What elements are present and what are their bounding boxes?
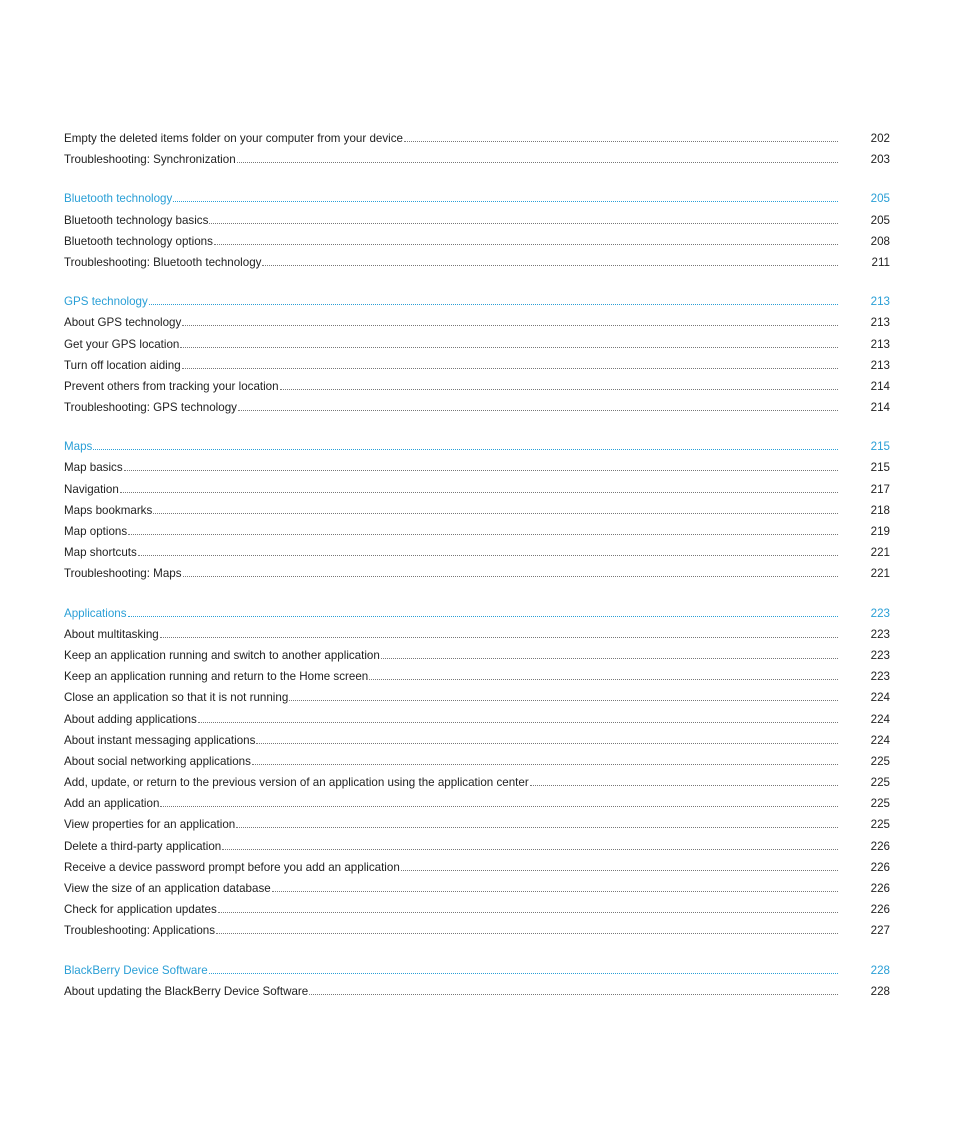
page-number: 205 — [870, 213, 890, 227]
toc-entry-add-an-application[interactable] — [64, 797, 890, 818]
entry-title: Check for application updates — [64, 903, 217, 917]
dot-leader — [128, 534, 838, 535]
dot-leader — [381, 658, 838, 659]
toc-entry-map-basics[interactable] — [64, 461, 890, 482]
page-number: 223 — [870, 670, 890, 684]
dot-leader — [237, 162, 838, 163]
dot-leader — [289, 700, 838, 701]
page-number: 211 — [871, 255, 890, 269]
toc-entry-troubleshooting-gps-technology[interactable] — [64, 401, 890, 422]
section-title: Maps — [64, 440, 93, 454]
dot-leader — [153, 513, 838, 514]
page-number: 223 — [870, 606, 890, 620]
toc-entry-view-the-size-of-an-application-database[interactable] — [64, 882, 890, 903]
page-number: 213 — [870, 358, 890, 372]
dot-leader — [198, 722, 838, 723]
page-number: 225 — [870, 776, 890, 790]
entry-title: Map shortcuts — [64, 546, 137, 560]
dot-leader — [214, 244, 838, 245]
toc-entry-about-gps-technology[interactable] — [64, 316, 890, 337]
entry-title: Prevent others from tracking your location — [64, 379, 279, 393]
toc-group — [64, 607, 890, 946]
page-number: 203 — [870, 153, 890, 167]
section-title: BlackBerry Device Software — [64, 963, 208, 977]
toc-entry-about-updating-the-blackberry-device-software[interactable] — [64, 985, 890, 1006]
toc-entry-about-instant-messaging-applications[interactable] — [64, 734, 890, 755]
dot-leader — [182, 368, 838, 369]
entry-title: Navigation — [64, 482, 119, 496]
entry-title: Troubleshooting: Bluetooth technology — [64, 255, 262, 269]
entry-title: Maps bookmarks — [64, 503, 153, 517]
page-number: 227 — [870, 924, 890, 938]
entry-title: Bluetooth technology basics — [64, 213, 209, 227]
page-number: 202 — [870, 132, 890, 145]
entry-title: Turn off location aiding — [64, 358, 181, 372]
dot-leader — [160, 637, 838, 638]
section-title: Bluetooth technology — [64, 192, 173, 206]
table-of-contents — [64, 132, 890, 1024]
dot-leader — [160, 806, 838, 807]
dot-leader — [120, 492, 838, 493]
entry-title: About instant messaging applications — [64, 733, 256, 747]
page-number: 228 — [870, 963, 890, 977]
page-number: 226 — [870, 839, 890, 853]
entry-title: Troubleshooting: Maps — [64, 567, 182, 581]
section-title: Applications — [64, 606, 127, 620]
entry-title: Keep an application running and return to the Home screen — [64, 670, 369, 684]
page-number: 224 — [870, 712, 890, 726]
page-number: 213 — [870, 337, 890, 351]
entry-title: Get your GPS location — [64, 337, 180, 351]
entry-title: Delete a third-party application — [64, 839, 222, 853]
page-number: 226 — [870, 882, 890, 895]
page-number: 217 — [870, 482, 890, 496]
dot-leader — [183, 576, 838, 577]
page-number: 213 — [870, 295, 890, 309]
dot-leader — [236, 827, 838, 828]
entry-title: Keep an application running and switch to another application — [64, 648, 380, 662]
toc-entry-prevent-others-from-tracking-your-location[interactable] — [64, 380, 890, 401]
page-number: 226 — [870, 903, 890, 917]
toc-section-heading-bluetooth-technology[interactable] — [64, 192, 890, 213]
dot-leader — [309, 994, 838, 995]
dot-leader — [262, 265, 838, 266]
entry-title: Troubleshooting: Applications — [64, 924, 216, 938]
toc-entry-keep-an-application-running-and-switch-to-another-application[interactable] — [64, 649, 890, 670]
page-number: 215 — [870, 440, 890, 454]
toc-entry-troubleshooting-synchronization[interactable] — [64, 153, 890, 174]
toc-entry-map-shortcuts[interactable] — [64, 546, 890, 567]
page-number: 224 — [870, 691, 890, 705]
page-number: 215 — [870, 461, 890, 475]
page-number: 218 — [870, 503, 890, 517]
toc-group — [64, 964, 890, 1006]
page-number: 226 — [870, 860, 890, 874]
toc-entry-close-an-application-so-that-it-is-not-running[interactable] — [64, 691, 890, 712]
entry-title: Map options — [64, 525, 128, 538]
page-number: 214 — [870, 401, 890, 415]
entry-title: About updating the BlackBerry Device Software — [64, 984, 309, 998]
toc-entry-empty-the-deleted-items-folder-on-your-computer-from-your-device[interactable] — [64, 132, 890, 153]
toc-section-heading-blackberry-device-software[interactable] — [64, 964, 890, 985]
dot-leader — [149, 304, 838, 305]
dot-leader — [182, 325, 838, 326]
page-number: 205 — [870, 192, 890, 206]
toc-entry-navigation[interactable] — [64, 483, 890, 504]
toc-section-heading-applications[interactable] — [64, 607, 890, 628]
page-number: 224 — [870, 733, 890, 747]
entry-title: About adding applications — [64, 712, 197, 726]
entry-title: Receive a device password prompt before you add an application — [64, 860, 400, 874]
dot-leader — [128, 616, 838, 617]
toc-entry-maps-bookmarks[interactable] — [64, 504, 890, 525]
toc-entry-about-multitasking[interactable] — [64, 628, 890, 649]
toc-entry-bluetooth-technology-options[interactable] — [64, 235, 890, 256]
toc-entry-get-your-gps-location[interactable] — [64, 338, 890, 359]
dot-leader — [238, 410, 838, 411]
dot-leader — [369, 679, 838, 680]
page-number: 225 — [870, 797, 890, 811]
page-number: 228 — [870, 984, 890, 998]
toc-entry-receive-a-device-password-prompt-before-you-add-an-application[interactable] — [64, 861, 890, 882]
entry-title: Add an application — [64, 797, 160, 811]
dot-leader — [530, 785, 838, 786]
page-number: 223 — [870, 627, 890, 641]
dot-leader — [280, 389, 838, 390]
page-number: 221 — [870, 546, 890, 560]
dot-leader — [124, 470, 838, 471]
toc-entry-about-adding-applications[interactable] — [64, 713, 890, 734]
entry-title: Close an application so that it is not running — [64, 691, 289, 705]
dot-leader — [272, 891, 838, 892]
section-title: GPS technology — [64, 295, 148, 309]
entry-title: Bluetooth technology options — [64, 234, 213, 248]
toc-entry-bluetooth-technology-basics[interactable] — [64, 214, 890, 235]
dot-leader — [209, 973, 838, 974]
entry-title: Map basics — [64, 461, 123, 475]
dot-leader — [401, 870, 838, 871]
entry-title: About social networking applications — [64, 754, 251, 768]
entry-title: Empty the deleted items folder on your computer from your device — [64, 132, 403, 145]
dot-leader — [209, 223, 838, 224]
toc-group — [64, 132, 890, 174]
toc-entry-turn-off-location-aiding[interactable] — [64, 359, 890, 380]
dot-leader — [404, 141, 838, 142]
toc-entry-add-update-or-return-to-the-previous-version-of-an-application-using-the-application-center[interactable] — [64, 776, 890, 797]
dot-leader — [216, 933, 838, 934]
entry-title: About multitasking — [64, 627, 159, 641]
page-number: 219 — [870, 525, 890, 538]
toc-group — [64, 295, 890, 422]
dot-leader — [252, 764, 838, 765]
toc-entry-about-social-networking-applications[interactable] — [64, 755, 890, 776]
dot-leader — [93, 449, 838, 450]
toc-group — [64, 192, 890, 277]
toc-entry-troubleshooting-applications[interactable] — [64, 924, 890, 945]
dot-leader — [218, 912, 838, 913]
dot-leader — [256, 743, 838, 744]
page-number: 223 — [870, 648, 890, 662]
page-number: 221 — [870, 567, 890, 581]
page-number: 213 — [870, 316, 890, 330]
page-number: 225 — [870, 818, 890, 832]
dot-leader — [138, 555, 838, 556]
toc-entry-troubleshooting-maps[interactable] — [64, 567, 890, 588]
toc-entry-delete-a-third-party-application[interactable] — [64, 840, 890, 861]
toc-entry-keep-an-application-running-and-return-to-the-home-screen[interactable] — [64, 670, 890, 691]
toc-entry-view-properties-for-an-application[interactable] — [64, 818, 890, 839]
entry-title: Troubleshooting: Synchronization — [64, 153, 236, 167]
toc-section-heading-gps-technology[interactable] — [64, 295, 890, 316]
entry-title: About GPS technology — [64, 316, 182, 330]
entry-title: Troubleshooting: GPS technology — [64, 401, 237, 415]
entry-title: Add, update, or return to the previous version of an application using the application center — [64, 776, 529, 790]
dot-leader — [180, 347, 838, 348]
toc-entry-troubleshooting-bluetooth-technology[interactable] — [64, 256, 890, 277]
page-number: 214 — [870, 379, 890, 393]
dot-leader — [173, 201, 838, 202]
toc-entry-check-for-application-updates[interactable] — [64, 903, 890, 924]
page-number: 208 — [870, 234, 890, 248]
dot-leader — [222, 849, 838, 850]
page-number: 225 — [870, 754, 890, 768]
toc-entry-map-options[interactable] — [64, 525, 890, 546]
toc-section-heading-maps[interactable] — [64, 440, 890, 461]
entry-title: View the size of an application database — [64, 882, 271, 895]
entry-title: View properties for an application — [64, 818, 236, 832]
toc-group — [64, 440, 890, 588]
